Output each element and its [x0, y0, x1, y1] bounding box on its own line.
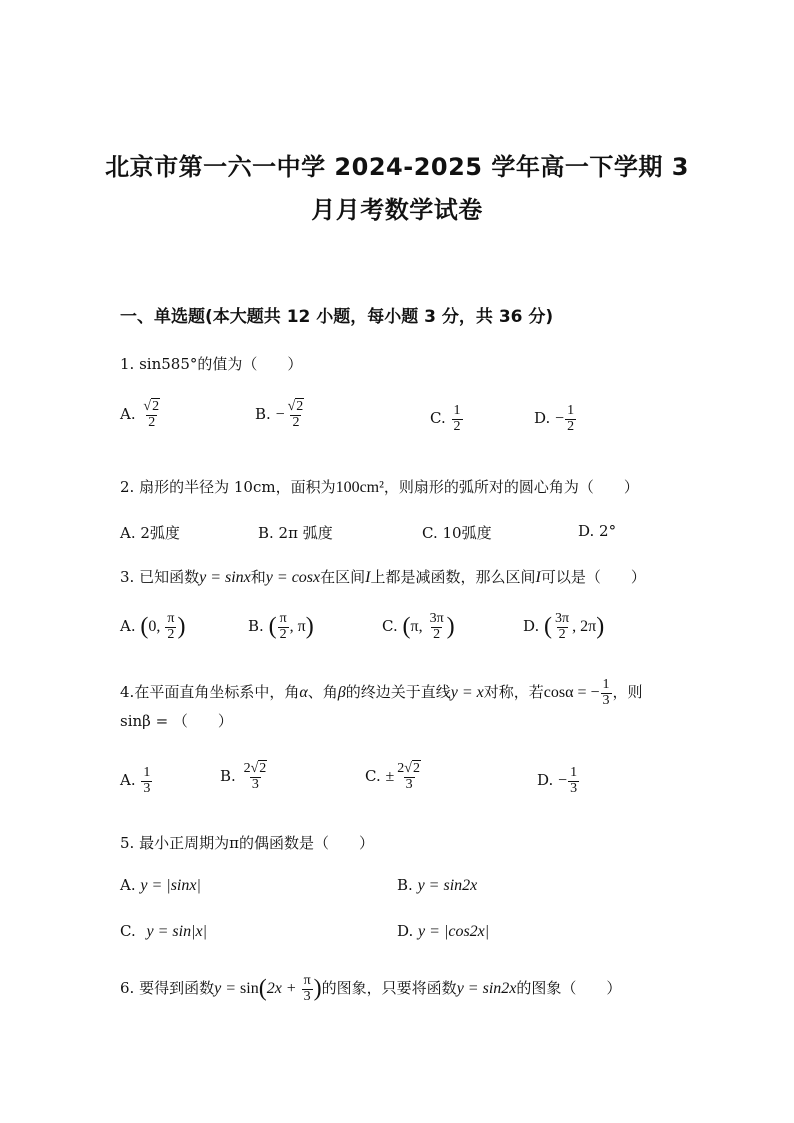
- q4-option-a[interactable]: A. $\frac{1}{3}$: [120, 765, 151, 796]
- math-fraction: $\frac{√2}{2}$: [287, 399, 304, 430]
- math-fraction: $\frac{1}{2}$: [453, 403, 461, 434]
- q5-option-d[interactable]: D. y = |cos2x|: [397, 922, 490, 940]
- q4-option-b[interactable]: B. $\frac{2√2}{3}$: [220, 761, 267, 792]
- q3-option-b[interactable]: B. ( $\frac{\pi}{2}$ , π): [248, 611, 314, 642]
- q1-option-a[interactable]: A. $\frac{√2}{2}$: [120, 400, 163, 430]
- q2-option-d[interactable]: D. 2°: [578, 522, 617, 540]
- q4-option-c[interactable]: C. ± $\frac{2√2}{3}$: [365, 761, 420, 792]
- math-fraction: $\frac{1}{2}$: [567, 403, 575, 434]
- page-title-line-2: 月月考数学试卷: [311, 196, 483, 224]
- q1-option-b[interactable]: B. − $\frac{√2}{2}$: [255, 400, 307, 430]
- q4-option-d[interactable]: D. − $\frac{1}{3}$: [537, 765, 578, 796]
- q5-option-a[interactable]: A. y = |sinx|: [120, 876, 201, 894]
- math-area: 100cm²: [335, 479, 384, 496]
- q1-option-c[interactable]: C. $\frac{1}{2}$: [430, 403, 461, 434]
- question-5: 5. 最小正周期为π的偶函数是（ ）: [120, 834, 374, 852]
- question-1: [120, 353, 302, 374]
- question-4: 4.在平面直角坐标系中，角α、角β的终边关于直线y = x对称，若cosα = − $\frac{1}{3}$ ，则: [120, 677, 643, 708]
- q2-option-c[interactable]: C. 10弧度: [422, 524, 492, 542]
- question-3: 3. 已知函数y = sinx和y = cosx在区间I上都是减函数，那么区间I可以是（ ）: [120, 568, 646, 586]
- page-title-line-1: 北京市第一六一中学 2024-2025 学年高一下学期 3: [105, 153, 689, 181]
- q3-option-c[interactable]: C. (π, $\frac{3\pi}{2}$ ): [382, 611, 455, 642]
- question-6: 6. 要得到函数y = sin(2x + $\frac{\pi}{3}$ )的图象，只要将函数y = sin2x的图象（ ）: [120, 973, 622, 1004]
- q1-option-d[interactable]: D. − $\frac{1}{2}$: [534, 403, 575, 434]
- q2-option-a[interactable]: A. 2弧度: [120, 524, 180, 542]
- q3-option-a[interactable]: A. (0, $\frac{\pi}{2}$ ): [120, 611, 186, 642]
- q2-option-b[interactable]: B. 2π 弧度: [258, 524, 333, 542]
- q5-option-c[interactable]: C. y = sin|x|: [120, 922, 207, 940]
- question-text: sin585°的值为（ ）: [139, 355, 303, 373]
- question-4-line-2: sinβ = （ ）: [120, 712, 233, 730]
- question-2: 2. 扇形的半径为 10cm，面积为100cm²，则扇形的弧所对的圆心角为（ ）: [120, 478, 639, 496]
- question-number: 1.: [120, 355, 135, 373]
- math-fraction: $\frac{√2}{2}$: [143, 399, 160, 430]
- section-heading: 一、单选题(本大题共 12 小题，每小题 3 分，共 36 分): [120, 307, 554, 327]
- q3-option-d[interactable]: D. ( $\frac{3\pi}{2}$ , 2π): [523, 611, 605, 642]
- q5-option-b[interactable]: B. y = sin2x: [397, 876, 478, 894]
